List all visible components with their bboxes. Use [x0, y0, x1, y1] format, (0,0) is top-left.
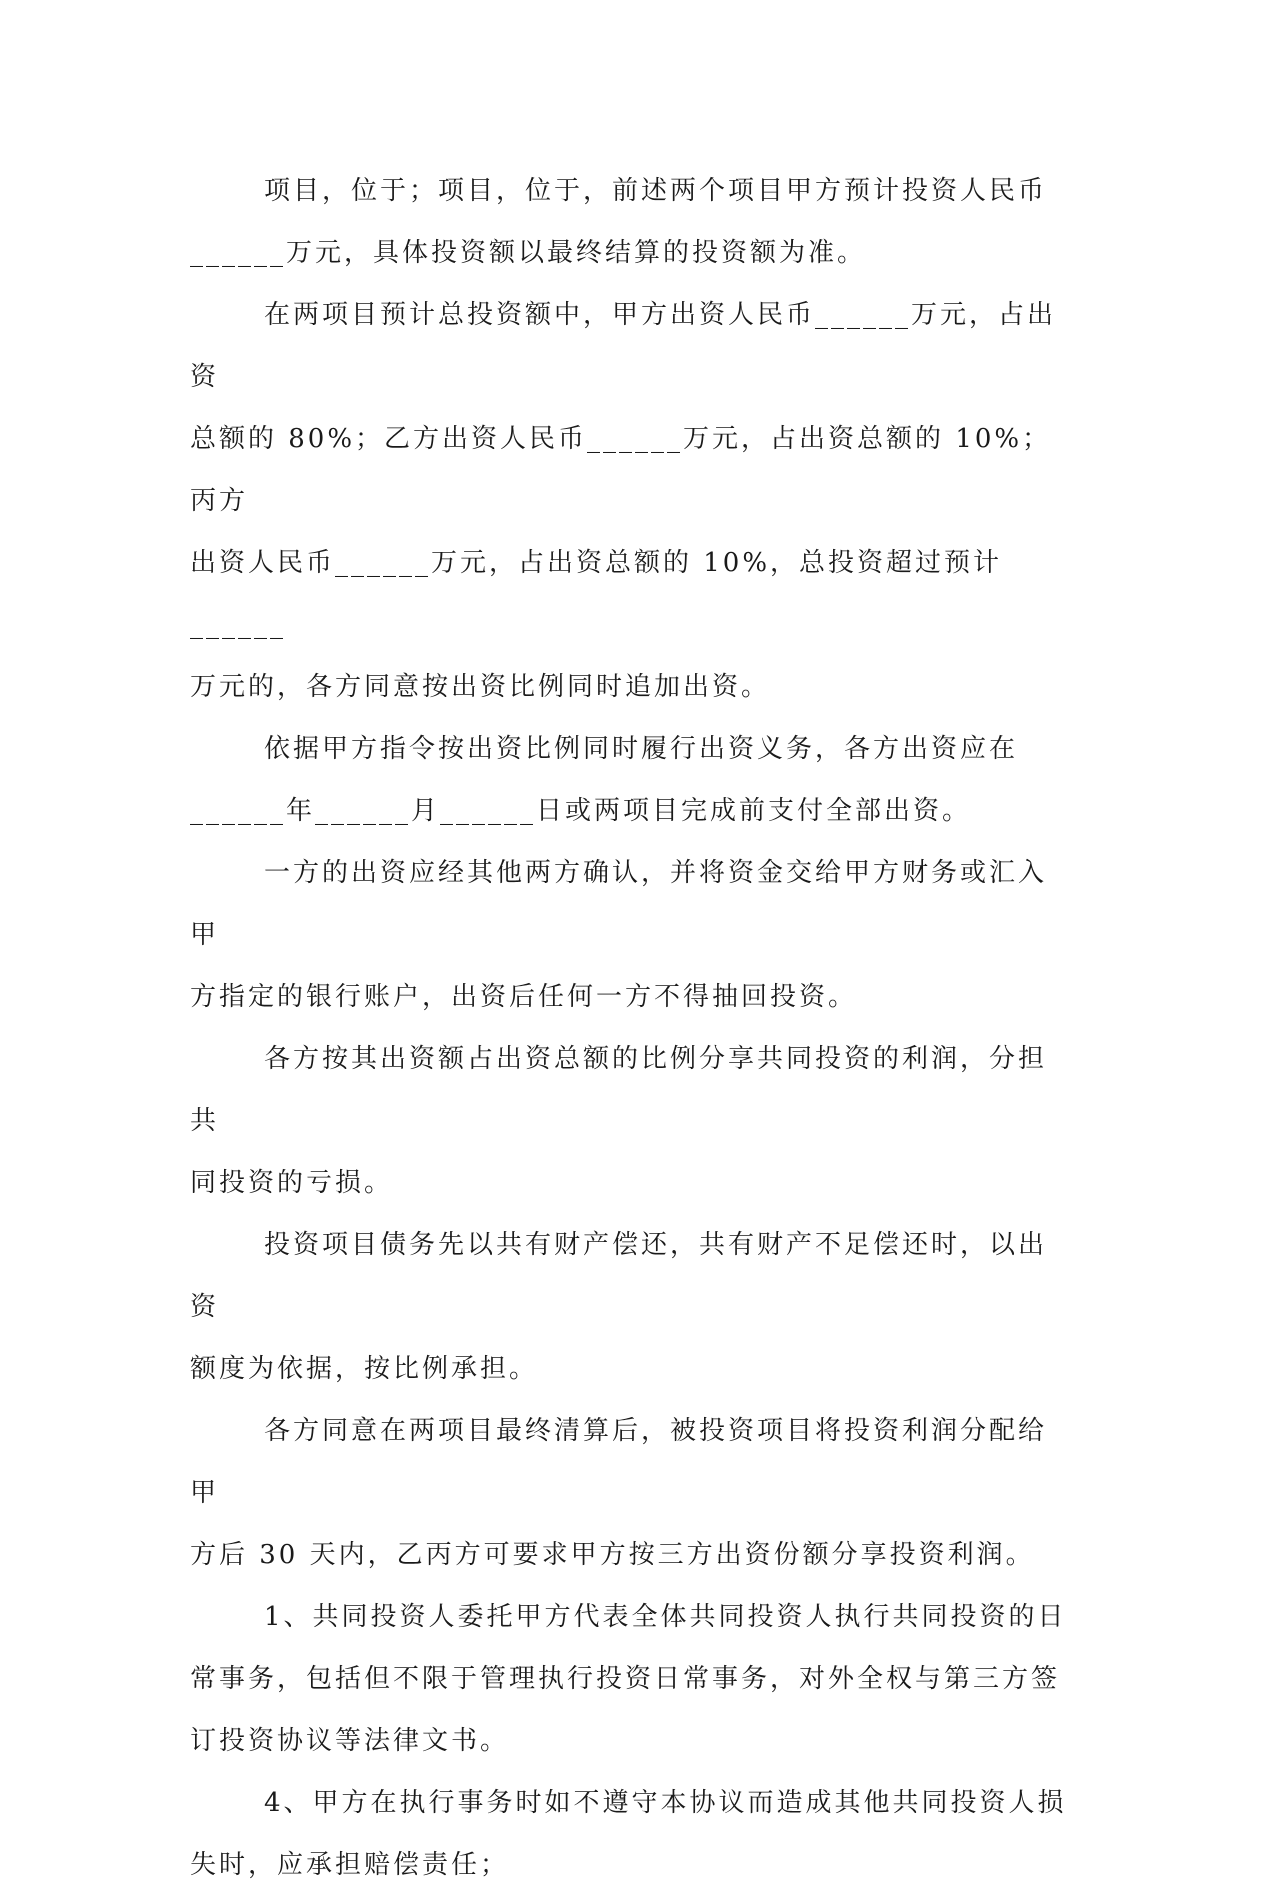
paragraph — [190, 1772, 1070, 1896]
paragraph-line: 常事务，包括但不限于管理执行投资日常事务，对外全权与第三方签 — [190, 1664, 1061, 1694]
paragraph-line: 投资项目债务先以共有财产偿还，共有财产不足偿还时，以出资 — [190, 1230, 1048, 1322]
paragraph — [190, 1028, 1070, 1214]
paragraph-line: 订投资协议等法律文书。 — [190, 1726, 510, 1756]
paragraph-line: 失时，应承担赔偿责任； — [190, 1850, 510, 1880]
paragraph-line: 一方的出资应经其他两方确认，并将资金交给甲方财务或汇入甲 — [190, 858, 1048, 950]
paragraph-line: 万元的，各方同意按出资比例同时追加出资。 — [190, 672, 771, 702]
paragraph — [190, 1400, 1070, 1586]
paragraph-line: ______万元，具体投资额以最终结算的投资额为准。 — [190, 238, 867, 268]
paragraph — [190, 284, 1070, 718]
paragraph-line: 在两项目预计总投资额中，甲方出资人民币______万元，占出资 — [190, 300, 1057, 392]
paragraph-line: 出资人民币______万元，占出资总额的 10%，总投资超过预计______ — [190, 548, 1003, 640]
paragraph — [190, 1586, 1070, 1772]
paragraph-line: 项目，位于；项目，位于，前述两个项目甲方预计投资人民币 — [264, 176, 1048, 206]
paragraph-line: 各方按其出资额占出资总额的比例分享共同投资的利润，分担共 — [190, 1044, 1048, 1136]
paragraph — [190, 718, 1070, 842]
paragraph-line: 同投资的亏损。 — [190, 1168, 394, 1198]
paragraph-line: 4、甲方在执行事务时如不遵守本协议而造成其他共同投资人损 — [264, 1788, 1067, 1818]
paragraph-line: ______年______月______日或两项目完成前支付全部出资。 — [190, 796, 972, 826]
paragraph-line: 额度为依据，按比例承担。 — [190, 1354, 539, 1384]
paragraph-line: 总额的 80%；乙方出资人民币______万元，占出资总额的 10%；丙方 — [190, 424, 1052, 516]
paragraph-line: 依据甲方指令按出资比例同时履行出资义务，各方出资应在 — [264, 734, 1019, 764]
document-body — [190, 160, 1070, 1896]
paragraph-line: 方后 30 天内，乙丙方可要求甲方按三方出资份额分享投资利润。 — [190, 1540, 1035, 1570]
paragraph — [190, 160, 1070, 284]
paragraph-line: 1、共同投资人委托甲方代表全体共同投资人执行共同投资的日 — [264, 1602, 1067, 1632]
paragraph — [190, 1214, 1070, 1400]
paragraph-line: 各方同意在两项目最终清算后，被投资项目将投资利润分配给甲 — [190, 1416, 1048, 1508]
paragraph-line: 方指定的银行账户，出资后任何一方不得抽回投资。 — [190, 982, 858, 1012]
paragraph — [190, 842, 1070, 1028]
